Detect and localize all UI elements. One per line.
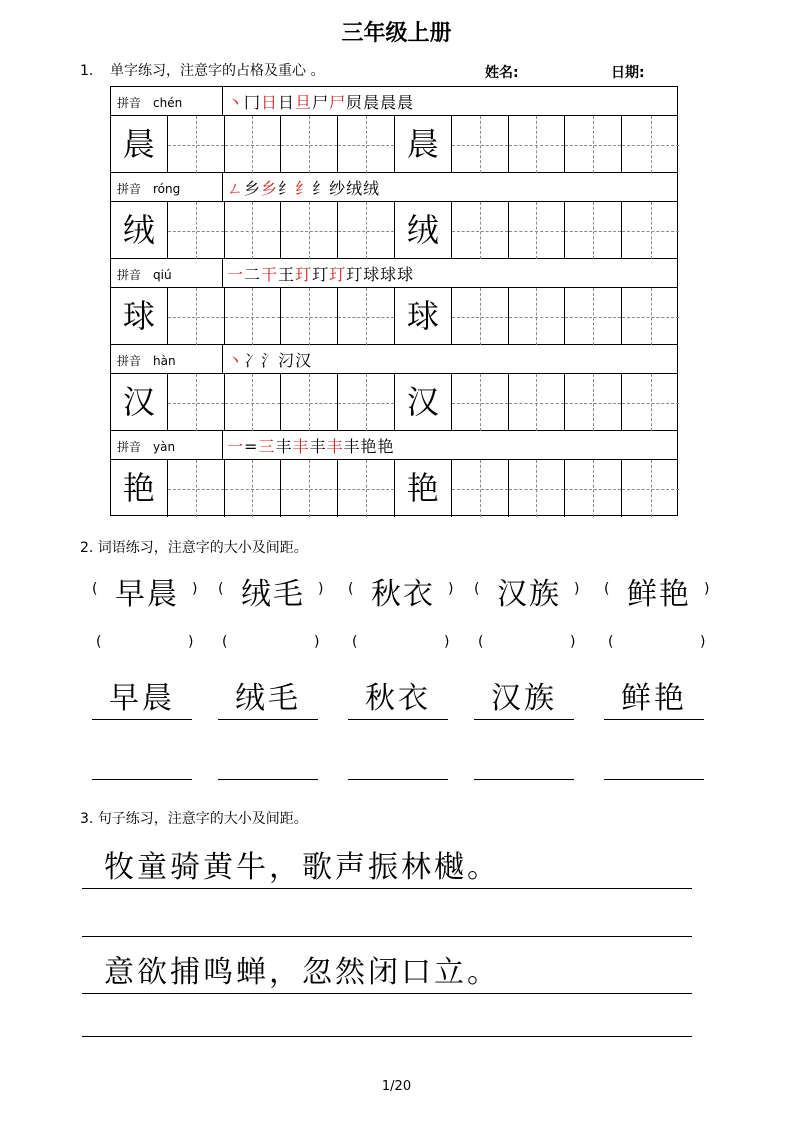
practice-box[interactable] (565, 116, 622, 173)
model-character-box (395, 374, 452, 431)
stroke-step: 王 (278, 265, 296, 284)
stroke-step: 日 (278, 93, 296, 112)
model-character: 艳 (122, 469, 155, 507)
practice-box[interactable] (225, 202, 282, 259)
stroke-step: 玎 (346, 265, 364, 284)
guide-line-horizontal (281, 145, 337, 146)
guide-line-horizontal (509, 145, 565, 146)
empty-close-paren: ) (700, 634, 706, 650)
guide-line-horizontal (452, 145, 508, 146)
stroke-step: 乡 (244, 179, 262, 198)
guide-line-horizontal (622, 403, 679, 404)
model-word: 鲜艳 (627, 577, 691, 612)
practice-box[interactable] (168, 460, 225, 517)
stroke-step: 玎 (329, 265, 347, 284)
pinyin-label: 拼音 (117, 182, 142, 196)
stroke-step: 球 (363, 265, 381, 284)
practice-box[interactable] (281, 116, 338, 173)
writing-boxes-row (111, 460, 677, 517)
pinyin-cell (111, 173, 223, 201)
practice-box[interactable] (622, 202, 679, 259)
stroke-step: 球 (380, 265, 398, 284)
pinyin-cell (111, 345, 223, 373)
traced-word-line (604, 680, 704, 720)
guide-line-horizontal (452, 489, 508, 490)
stroke-step: 丰 (292, 437, 310, 456)
practice-box[interactable] (509, 460, 566, 517)
practice-box[interactable] (622, 116, 679, 173)
model-word: 早晨 (115, 577, 179, 612)
model-character-box (111, 460, 168, 517)
model-character-box (395, 288, 452, 345)
section1-heading (80, 60, 324, 80)
pinyin-cell (111, 259, 223, 287)
practice-box[interactable] (281, 374, 338, 431)
writing-boxes-row (111, 202, 677, 259)
guide-line-horizontal (338, 231, 394, 232)
stroke-step: = (244, 437, 259, 456)
practice-box[interactable] (338, 116, 395, 173)
page-title: 三年级上册 (341, 21, 452, 46)
practice-box[interactable] (225, 460, 282, 517)
stroke-step: 尸 (312, 93, 330, 112)
character-block (111, 87, 677, 173)
guide-line-horizontal (225, 403, 281, 404)
practice-box[interactable] (565, 202, 622, 259)
date-label: 日期: (611, 65, 645, 81)
practice-box[interactable] (168, 202, 225, 259)
guide-line-horizontal (509, 231, 565, 232)
traced-word-line (218, 680, 318, 720)
model-word: 秋衣 (371, 577, 435, 612)
stroke-step: 玎 (312, 265, 330, 284)
guide-line-horizontal (509, 317, 565, 318)
blank-sentence-line[interactable] (82, 897, 692, 937)
stroke-step: 艳 (377, 437, 395, 456)
practice-box[interactable] (338, 374, 395, 431)
stroke-step: 丰 (326, 437, 344, 456)
blank-sentence-line[interactable] (82, 997, 692, 1037)
character-block (111, 173, 677, 259)
guide-line-horizontal (168, 317, 224, 318)
guide-line-horizontal (338, 145, 394, 146)
guide-line-horizontal (452, 231, 508, 232)
stroke-step: 绒 (363, 179, 381, 198)
stroke-step: 玎 (295, 265, 313, 284)
section1-instruction: 单字练习，注意字的占格及重心 。 (110, 63, 325, 79)
empty-close-paren: ) (314, 634, 320, 650)
empty-open-paren: ( (352, 634, 358, 650)
close-paren: ) (448, 581, 454, 597)
model-character-box (111, 374, 168, 431)
word-with-parens (218, 569, 328, 612)
empty-close-paren: ) (188, 634, 194, 650)
guide-line-horizontal (168, 403, 224, 404)
practice-box[interactable] (168, 374, 225, 431)
practice-box[interactable] (509, 116, 566, 173)
guide-line-horizontal (281, 489, 337, 490)
guide-line-horizontal (168, 231, 224, 232)
pinyin-cell (111, 431, 223, 459)
pinyin-label: 拼音 (117, 440, 142, 454)
model-character: 球 (406, 297, 439, 335)
sentence-text: 意欲捕鸣蝉，忽然闭口立。 (104, 955, 500, 990)
pinyin-text: qiú (153, 268, 172, 282)
pinyin-row (111, 259, 677, 288)
practice-box[interactable] (168, 288, 225, 345)
stroke-step: 汈 (278, 351, 296, 370)
pinyin-text: yàn (153, 440, 176, 454)
practice-box[interactable] (509, 288, 566, 345)
stroke-step: 丰 (309, 437, 327, 456)
practice-box[interactable] (565, 460, 622, 517)
close-paren: ) (704, 581, 710, 597)
guide-line-horizontal (168, 145, 224, 146)
stroke-step: 纟 (312, 179, 330, 198)
stroke-order (227, 90, 414, 113)
guide-line-horizontal (225, 231, 281, 232)
pinyin-text: róng (153, 182, 181, 196)
traced-word-line (92, 680, 192, 720)
character-block (111, 259, 677, 345)
guide-line-horizontal (565, 403, 621, 404)
writing-boxes-row (111, 374, 677, 431)
guide-line-horizontal (452, 403, 508, 404)
practice-box[interactable] (225, 116, 282, 173)
empty-close-paren: ) (570, 634, 576, 650)
guide-line-horizontal (622, 231, 679, 232)
guide-line-horizontal (565, 317, 621, 318)
guide-line-horizontal (281, 317, 337, 318)
character-block (111, 345, 677, 431)
traced-word: 绒毛 (235, 681, 301, 716)
traced-word-line (474, 680, 574, 720)
practice-box[interactable] (281, 460, 338, 517)
stroke-order (227, 348, 312, 371)
stroke-order (227, 434, 395, 457)
sentence-line (82, 849, 692, 889)
model-character: 绒 (122, 211, 155, 249)
stroke-step: ㄥ (227, 179, 245, 198)
word-with-parens (348, 569, 458, 612)
model-character: 汉 (406, 383, 439, 421)
writing-boxes-row (111, 116, 677, 173)
stroke-step: 三 (258, 437, 276, 456)
stroke-step: 尸 (329, 93, 347, 112)
stroke-step: 丰 (343, 437, 361, 456)
close-paren: ) (574, 581, 580, 597)
open-paren: ( (474, 581, 480, 597)
guide-line-horizontal (338, 317, 394, 318)
stroke-step: 汉 (295, 351, 313, 370)
practice-box[interactable] (622, 374, 679, 431)
guide-line-horizontal (565, 145, 621, 146)
traced-word: 秋衣 (365, 681, 431, 716)
guide-line-horizontal (622, 145, 679, 146)
practice-box[interactable] (281, 202, 338, 259)
stroke-step: 纟 (295, 179, 313, 198)
stroke-step: 冫 (244, 351, 262, 370)
guide-line-horizontal (622, 489, 679, 490)
guide-line-horizontal (338, 489, 394, 490)
model-word: 汉族 (497, 577, 561, 612)
model-character: 球 (122, 297, 155, 335)
stroke-step: 绒 (346, 179, 364, 198)
blank-writing-line[interactable] (348, 740, 448, 780)
stroke-step: 艳 (360, 437, 378, 456)
practice-box[interactable] (452, 374, 509, 431)
pinyin-text: hàn (153, 354, 176, 368)
model-character: 晨 (406, 125, 439, 163)
practice-box[interactable] (509, 374, 566, 431)
practice-box[interactable] (565, 288, 622, 345)
model-character-box (395, 460, 452, 517)
section3-heading: 3. 句子练习，注意字的大小及间距。 (80, 811, 308, 827)
open-paren: ( (348, 581, 354, 597)
stroke-order (227, 262, 414, 285)
word-with-parens (92, 569, 202, 612)
pinyin-row (111, 87, 677, 116)
stroke-step: 球 (397, 265, 415, 284)
stroke-step: 一 (227, 437, 245, 456)
sentence-line (82, 954, 692, 994)
practice-box[interactable] (452, 116, 509, 173)
model-character-box (395, 202, 452, 259)
blank-writing-line[interactable] (604, 740, 704, 780)
word-with-parens (474, 569, 584, 612)
stroke-step: 旦 (295, 93, 313, 112)
stroke-step: 干 (261, 265, 279, 284)
blank-writing-line[interactable] (92, 740, 192, 780)
stroke-order (227, 176, 380, 199)
guide-line-horizontal (281, 403, 337, 404)
close-paren: ) (318, 581, 324, 597)
stroke-step: 丶 (227, 351, 245, 370)
traced-word: 汉族 (491, 681, 557, 716)
practice-box[interactable] (225, 374, 282, 431)
model-character-box (111, 288, 168, 345)
pinyin-label: 拼音 (117, 268, 142, 282)
model-character-box (395, 116, 452, 173)
empty-open-paren: ( (222, 634, 228, 650)
practice-box[interactable] (338, 288, 395, 345)
practice-box[interactable] (168, 116, 225, 173)
stroke-step: 晨 (380, 93, 398, 112)
guide-line-horizontal (509, 489, 565, 490)
guide-line-horizontal (225, 489, 281, 490)
guide-line-horizontal (452, 317, 508, 318)
guide-line-horizontal (338, 403, 394, 404)
stroke-step: 氵 (261, 351, 279, 370)
pinyin-row (111, 345, 677, 374)
model-character: 艳 (406, 469, 439, 507)
stroke-step: 二 (244, 265, 262, 284)
stroke-step: 丶 (227, 93, 245, 112)
pinyin-text: chén (153, 96, 183, 110)
empty-open-paren: ( (96, 634, 102, 650)
model-word: 绒毛 (241, 577, 305, 612)
open-paren: ( (604, 581, 610, 597)
empty-open-paren: ( (478, 634, 484, 650)
empty-close-paren: ) (444, 634, 450, 650)
pinyin-row (111, 173, 677, 202)
sentence-text: 牧童骑黄牛，歌声振林樾。 (104, 850, 500, 885)
guide-line-horizontal (622, 317, 679, 318)
pinyin-label: 拼音 (117, 96, 142, 110)
guide-line-horizontal (168, 489, 224, 490)
traced-word: 鲜艳 (621, 681, 687, 716)
practice-box[interactable] (338, 202, 395, 259)
stroke-step: 纟 (278, 179, 296, 198)
open-paren: ( (92, 581, 98, 597)
stroke-step: 一 (227, 265, 245, 284)
page-number: 1/20 (381, 1079, 412, 1094)
blank-writing-line[interactable] (218, 740, 318, 780)
practice-box[interactable] (452, 288, 509, 345)
pinyin-label: 拼音 (117, 354, 142, 368)
empty-open-paren: ( (608, 634, 614, 650)
practice-box[interactable] (338, 460, 395, 517)
guide-line-horizontal (565, 231, 621, 232)
model-character: 汉 (122, 383, 155, 421)
practice-box[interactable] (225, 288, 282, 345)
section2-heading: 2. 词语练习，注意字的大小及间距。 (80, 540, 308, 556)
close-paren: ) (192, 581, 198, 597)
guide-line-horizontal (225, 145, 281, 146)
model-character: 晨 (122, 125, 155, 163)
character-practice-grid (110, 86, 678, 516)
guide-line-horizontal (565, 489, 621, 490)
name-label: 姓名: (485, 65, 519, 81)
model-character: 绒 (406, 211, 439, 249)
word-with-parens (604, 569, 714, 612)
practice-box[interactable] (452, 460, 509, 517)
writing-boxes-row (111, 288, 677, 345)
traced-word-line (348, 680, 448, 720)
guide-line-horizontal (509, 403, 565, 404)
stroke-step: 乡 (261, 179, 279, 198)
practice-box[interactable] (452, 202, 509, 259)
model-character-box (111, 116, 168, 173)
stroke-step: 晨 (397, 93, 415, 112)
stroke-step: 纱 (329, 179, 347, 198)
practice-box[interactable] (281, 288, 338, 345)
character-block (111, 431, 677, 517)
stroke-step: 屃 (346, 93, 364, 112)
pinyin-cell (111, 87, 223, 115)
stroke-step: 冂 (244, 93, 262, 112)
stroke-step: 晨 (363, 93, 381, 112)
stroke-step: 丰 (275, 437, 293, 456)
blank-writing-line[interactable] (474, 740, 574, 780)
traced-word: 早晨 (109, 681, 175, 716)
practice-box[interactable] (565, 374, 622, 431)
model-character-box (111, 202, 168, 259)
practice-box[interactable] (509, 202, 566, 259)
practice-box[interactable] (622, 288, 679, 345)
open-paren: ( (218, 581, 224, 597)
section1-number: 1. (80, 63, 94, 79)
guide-line-horizontal (225, 317, 281, 318)
pinyin-row (111, 431, 677, 460)
stroke-step: 日 (261, 93, 279, 112)
practice-box[interactable] (622, 460, 679, 517)
guide-line-horizontal (281, 231, 337, 232)
